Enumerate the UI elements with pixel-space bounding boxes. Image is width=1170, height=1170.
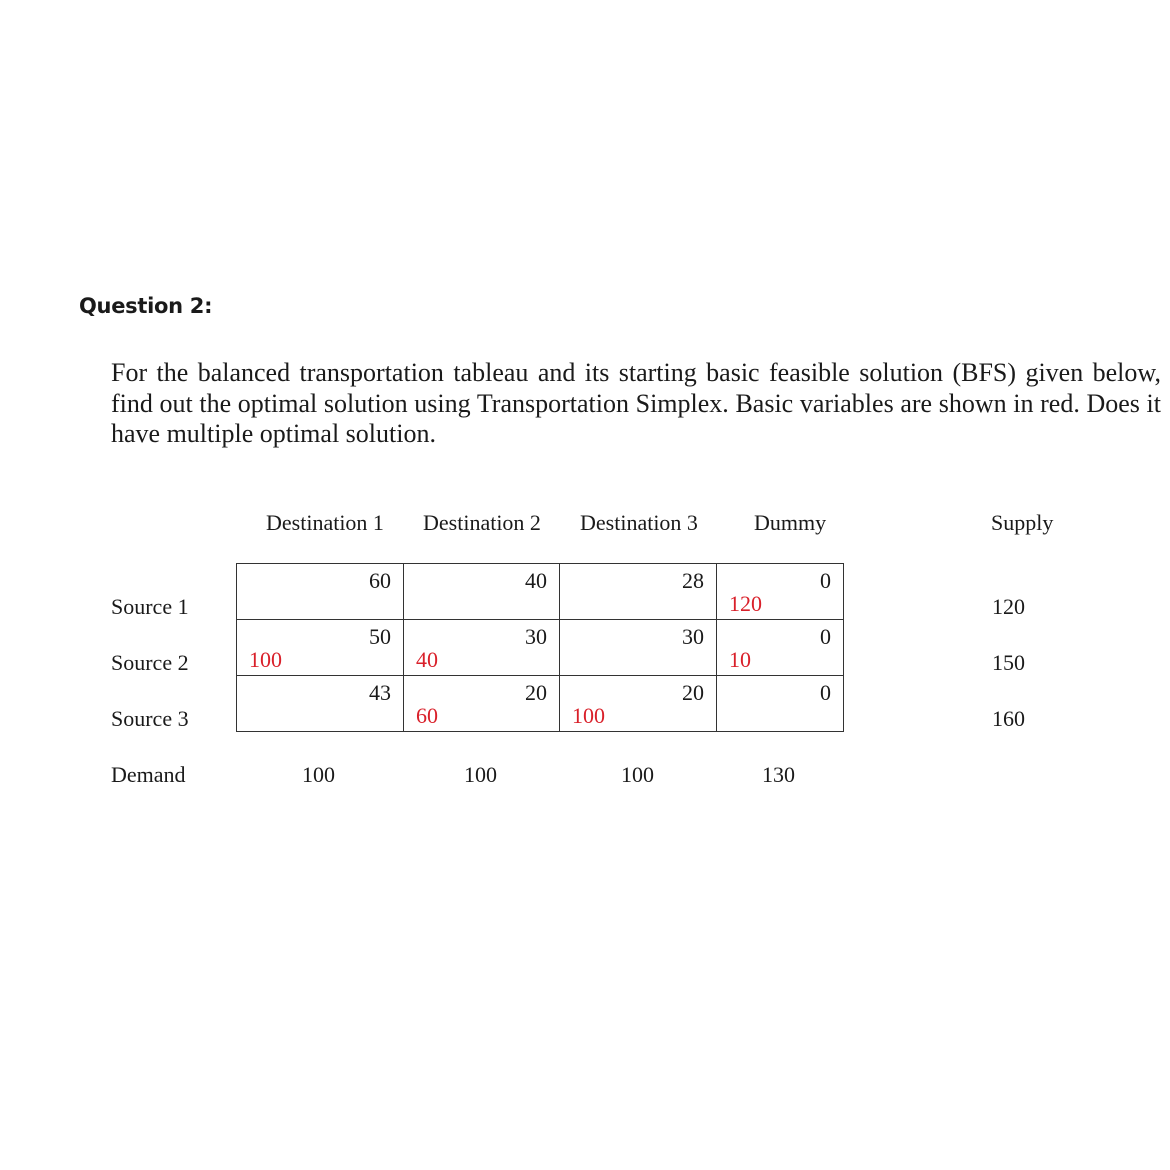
- cell-s3-dummy: [717, 676, 844, 732]
- header-destination-1: Destination 1: [266, 510, 384, 535]
- table-row: [237, 620, 844, 676]
- header-dummy: Dummy: [754, 510, 827, 535]
- transportation-tableau: [236, 563, 844, 732]
- cost-value: 20: [682, 680, 704, 705]
- cost-value: 60: [369, 568, 391, 593]
- cell-s3-d2: [404, 676, 560, 732]
- cost-value: 40: [525, 568, 547, 593]
- table-row: [237, 564, 844, 620]
- row-label-source-2: Source 2: [111, 650, 189, 675]
- cell-s3-d3: [560, 676, 717, 732]
- cost-value: 0: [820, 680, 831, 705]
- alloc-value: 100: [249, 647, 282, 672]
- cost-value: 50: [369, 624, 391, 649]
- question-text: For the balanced transportation tableau and its starting basic feasible solution (BFS) given below, find out the optimal solution using Transportation Simplex. Basic variables are shown in red. Does it have multiple optimal solution.: [111, 358, 1161, 448]
- cell-s1-d2: [404, 564, 560, 620]
- supply-source-1: 120: [992, 594, 1025, 619]
- table-row: [237, 676, 844, 732]
- cost-value: 28: [682, 568, 704, 593]
- demand-label: Demand: [111, 762, 186, 787]
- alloc-value: 60: [416, 703, 438, 728]
- cell-s2-d2: [404, 620, 560, 676]
- cost-value: 0: [820, 568, 831, 593]
- demand-dummy: 130: [762, 762, 795, 787]
- cost-value: 20: [525, 680, 547, 705]
- demand-destination-2: 100: [464, 762, 497, 787]
- alloc-value: 10: [729, 647, 751, 672]
- cost-value: 43: [369, 680, 391, 705]
- demand-destination-3: 100: [621, 762, 654, 787]
- cost-value: 0: [820, 624, 831, 649]
- cell-s3-d1: [237, 676, 404, 732]
- cell-s2-dummy: [717, 620, 844, 676]
- supply-source-2: 150: [992, 650, 1025, 675]
- cell-s1-d3: [560, 564, 717, 620]
- cost-value: 30: [682, 624, 704, 649]
- row-label-source-1: Source 1: [111, 594, 189, 619]
- alloc-value: 100: [572, 703, 605, 728]
- alloc-value: 40: [416, 647, 438, 672]
- header-destination-2: Destination 2: [423, 510, 541, 535]
- row-label-source-3: Source 3: [111, 706, 189, 731]
- cost-value: 30: [525, 624, 547, 649]
- cell-s1-dummy: [717, 564, 844, 620]
- header-supply: Supply: [991, 510, 1054, 535]
- question-title: Question 2:: [79, 294, 213, 318]
- alloc-value: 120: [729, 591, 762, 616]
- cell-s2-d3: [560, 620, 717, 676]
- cell-s1-d1: [237, 564, 404, 620]
- header-destination-3: Destination 3: [580, 510, 698, 535]
- cell-s2-d1: [237, 620, 404, 676]
- supply-source-3: 160: [992, 706, 1025, 731]
- demand-destination-1: 100: [302, 762, 335, 787]
